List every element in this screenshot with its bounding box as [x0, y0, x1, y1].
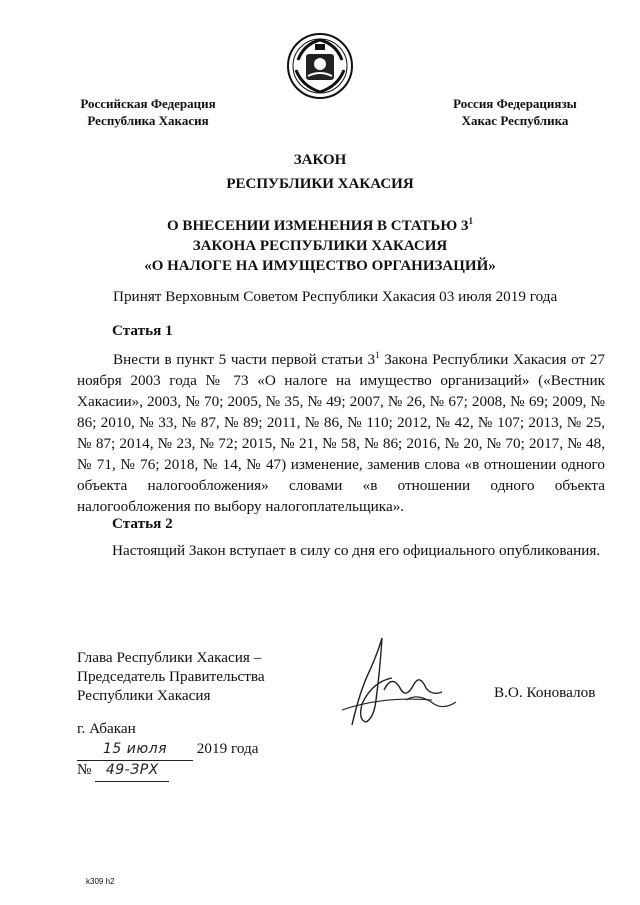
law-subject-line1	[0, 216, 640, 236]
article1-text	[77, 349, 605, 517]
header-left-line1: Российская Федерация	[80, 96, 216, 111]
header-left-line2: Республика Хакасия	[87, 113, 209, 128]
article1-heading: Статья 1	[112, 322, 173, 339]
law-title-line2: РЕСПУБЛИКИ ХАКАСИЯ	[226, 176, 414, 192]
article2-text: Настоящий Закон вступает в силу со дня его официального опубликования.	[112, 542, 601, 559]
law-title-line1: ЗАКОН	[293, 152, 347, 168]
header-right-line2: Хакас Республика	[461, 113, 569, 128]
date-handwritten: 15 июля	[77, 739, 193, 761]
coat-of-arms-emblem	[284, 30, 356, 102]
article1-text-rest: Закона Республики Хакасия от 27 ноября 2003 года № 73 «О налоге на имущество организаций» («Вестник Хакасии», 2003, № 70; 2005, № 35, № 49; 2007, № 26, № 67; 2008, № 69; 2009, № 86; 2010, № 33, № 87, № 89; 2011, № 86, № 110; 2012, № 42, № 107; 2013, № 25, № 87; 2014, № 23, № 72; 2015, № 21, № 58, № 86; 2016, № 20, № 70; 2017, № 48, № 71, № 76; 2018, № 14, № 47) изменение, заменив слова «в отношении одного объекта налогообложения» словами «в отношении одного объекта налогообложения по выбору налогоплательщика».	[77, 351, 605, 515]
signatory-position-line3: Республики Хакасия	[77, 687, 211, 704]
adopted-line: Принят Верховным Советом Республики Хакасия 03 июля 2019 года	[113, 288, 558, 305]
handwritten-signature	[322, 630, 462, 730]
signatory-position-line2: Председатель Правительства	[77, 668, 265, 685]
law-subject-sup: 1	[468, 216, 473, 226]
number-prefix: №	[77, 761, 92, 778]
article2-heading: Статья 2	[112, 515, 173, 532]
signatory-position	[77, 648, 317, 705]
law-subject-line1-text: О ВНЕСЕНИИ ИЗМЕНЕНИЯ В СТАТЬЮ 3	[167, 218, 469, 234]
law-subject	[0, 216, 640, 276]
date-year: 2019 года	[196, 740, 259, 757]
date-line	[77, 738, 337, 761]
header-right-line1: Россия Федерациязы	[453, 96, 577, 111]
city: г. Абакан	[77, 720, 136, 737]
law-subject-line2: ЗАКОНА РЕСПУБЛИКИ ХАКАСИЯ	[192, 238, 448, 254]
law-subject-line3: «О НАЛОГЕ НА ИМУЩЕСТВО ОРГАНИЗАЦИЙ»	[144, 258, 496, 274]
footer-code: k309 h2	[86, 877, 115, 886]
header-right	[425, 95, 605, 129]
signatory-position-line1: Глава Республики Хакасия –	[77, 649, 262, 666]
number-line	[77, 759, 277, 782]
article1-sup: 1	[375, 349, 380, 360]
article1-text-start: Внести в пункт 5 части первой статьи 3	[113, 351, 376, 368]
signatory-name: В.О. Коновалов	[494, 684, 596, 701]
number-handwritten: 49-ЗРХ	[95, 760, 169, 782]
header-left	[58, 95, 238, 129]
law-title	[0, 150, 640, 194]
